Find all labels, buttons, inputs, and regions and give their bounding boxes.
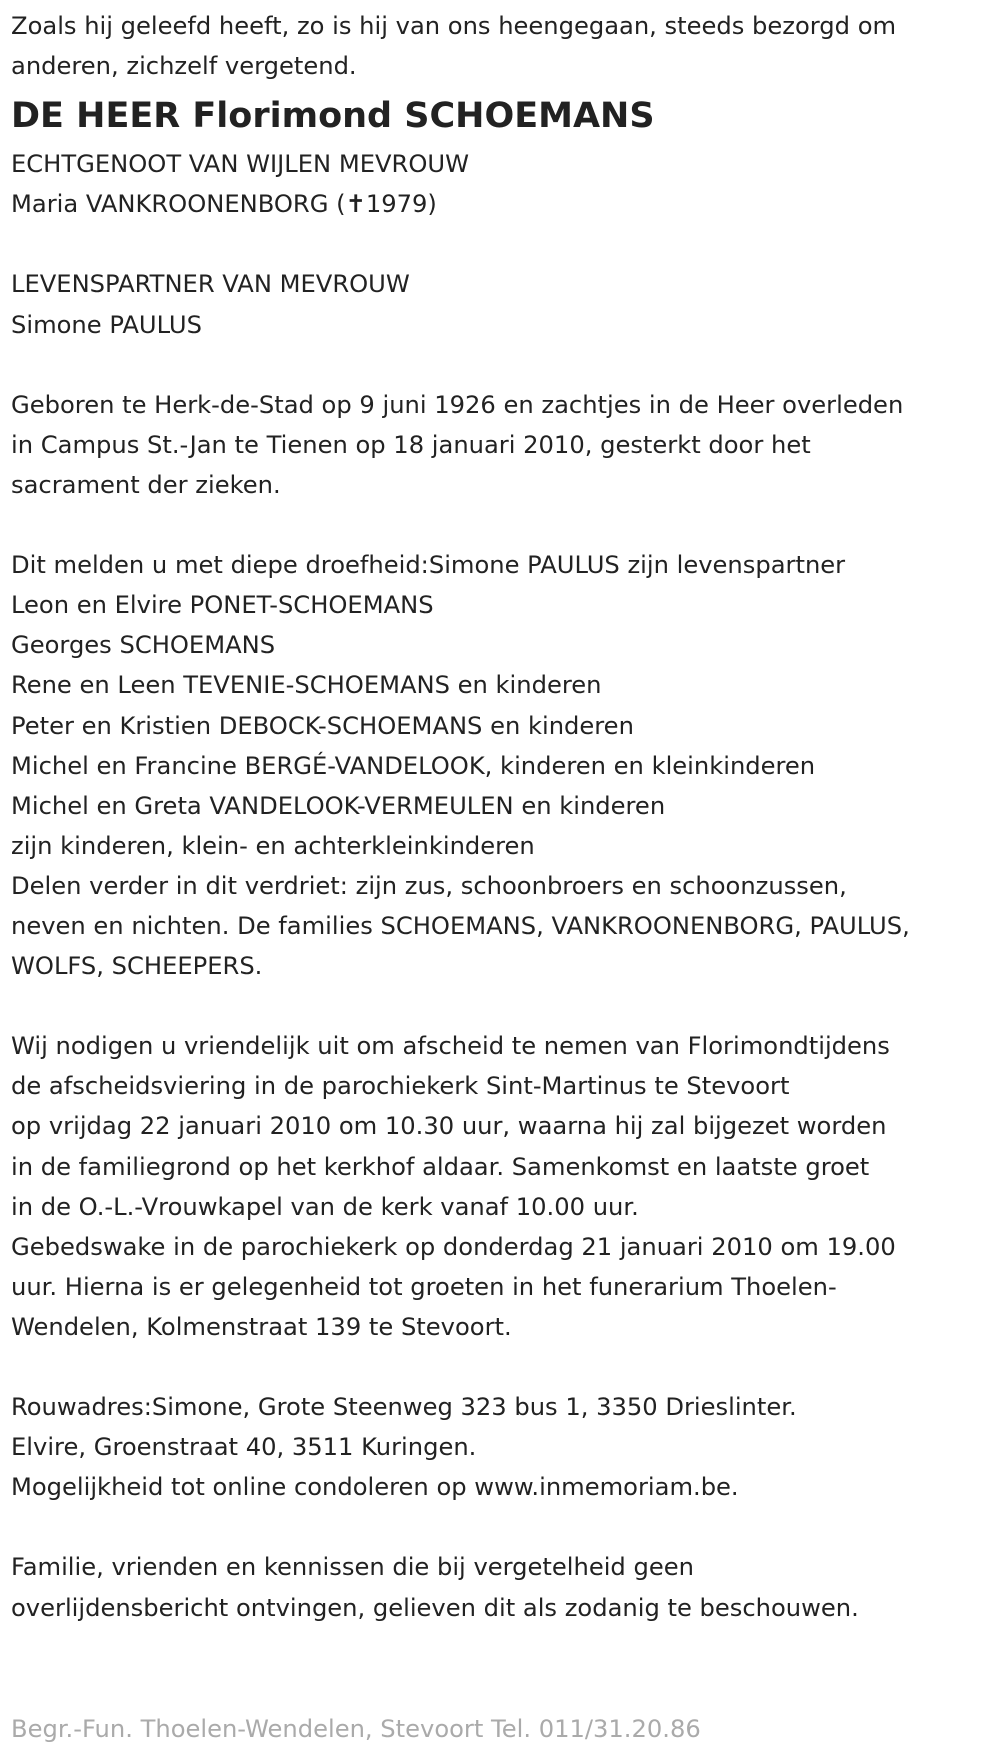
family-line: Georges SCHOEMANS bbox=[11, 631, 276, 660]
family-line: Rene en Leen TEVENIE-SCHOEMANS en kinderen bbox=[11, 671, 602, 700]
ceremony-line: in de O.-L.-Vrouwkapel van de kerk vanaf 10.00 uur. bbox=[11, 1192, 639, 1221]
family-line: Leon en Elvire PONET-SCHOEMANS bbox=[11, 591, 434, 620]
spouse-line: ECHTGENOOT VAN WIJLEN MEVROUW bbox=[11, 150, 470, 179]
family-line: neven en nichten. De families SCHOEMANS, VANKROONENBORG, PAULUS, bbox=[11, 911, 910, 940]
ceremony-line: Wendelen, Kolmenstraat 139 te Stevoort. bbox=[11, 1312, 512, 1341]
birth-death-line: sacrament der zieken. bbox=[11, 470, 281, 499]
family-line: Dit melden u met diepe droefheid:Simone PAULUS zijn levenspartner bbox=[11, 551, 846, 580]
ceremony-line: uur. Hierna is er gelegenheid tot groeten in het funerarium Thoelen- bbox=[11, 1272, 837, 1301]
address-line: Rouwadres:Simone, Grote Steenweg 323 bus 1, 3350 Drieslinter. bbox=[11, 1393, 797, 1422]
ceremony-line: de afscheidsviering in de parochiekerk Sint-Martinus te Stevoort bbox=[11, 1072, 790, 1101]
paragraph-gap bbox=[11, 986, 990, 1026]
paragraph-gap bbox=[11, 345, 990, 385]
family-line: Peter en Kristien DEBOCK-SCHOEMANS en kinderen bbox=[11, 711, 634, 740]
spouse-line: Maria VANKROONENBORG (✝1979) bbox=[11, 190, 437, 219]
ceremony-line: Gebedswake in de parochiekerk op donderdag 21 januari 2010 om 19.00 bbox=[11, 1232, 896, 1261]
partner-line: Simone PAULUS bbox=[11, 310, 202, 339]
intro-line: Zoals hij geleefd heeft, zo is hij van ons heengegaan, steeds bezorgd om bbox=[11, 12, 897, 40]
birth-death-line: in Campus St.-Jan te Tienen op 18 januari 2010, gesterkt door het bbox=[11, 430, 811, 459]
ceremony-line: in de familiegrond op het kerkhof aldaar. Samenkomst en laatste groet bbox=[11, 1152, 870, 1181]
family-line: Delen verder in dit verdriet: zijn zus, schoonbroers en schoonzussen, bbox=[11, 871, 847, 900]
address-line: Elvire, Groenstraat 40, 3511 Kuringen. bbox=[11, 1433, 477, 1462]
ceremony-line: op vrijdag 22 januari 2010 om 10.30 uur, waarna hij zal bijgezet worden bbox=[11, 1112, 887, 1141]
family-line: Michel en Greta VANDELOOK-VERMEULEN en kinderen bbox=[11, 791, 666, 820]
deceased-name: DE HEER Florimond SCHOEMANS bbox=[11, 96, 655, 137]
intro-line: anderen, zichzelf vergetend. bbox=[11, 52, 357, 81]
paragraph-gap bbox=[11, 505, 990, 545]
closing-line: overlijdensbericht ontvingen, gelieven dit als zodanig te beschouwen. bbox=[11, 1593, 859, 1622]
closing-line: Familie, vrienden en kennissen die bij vergetelheid geen bbox=[11, 1553, 694, 1582]
ceremony-line: Wij nodigen u vriendelijk uit om afscheid te nemen van Florimondtijdens bbox=[11, 1032, 890, 1061]
address-line: Mogelijkheid tot online condoleren op www.inmemoriam.be. bbox=[11, 1473, 739, 1502]
birth-death-line: Geboren te Herk-de-Stad op 9 juni 1926 en zachtjes in de Heer overleden bbox=[11, 390, 904, 419]
family-line: Michel en Francine BERGÉ-VANDELOOK, kinderen en kleinkinderen bbox=[11, 751, 816, 780]
partner-line: LEVENSPARTNER VAN MEVROUW bbox=[11, 270, 410, 299]
family-line: WOLFS, SCHEEPERS. bbox=[11, 952, 263, 981]
funeral-home-footer: Begr.-Fun. Thoelen-Wendelen, Stevoort Tel. 011/31.20.86 bbox=[11, 1715, 701, 1743]
paragraph-gap bbox=[11, 224, 990, 264]
paragraph-gap bbox=[11, 1507, 990, 1547]
family-line: zijn kinderen, klein- en achterkleinkinderen bbox=[11, 831, 535, 860]
paragraph-gap bbox=[11, 1347, 990, 1387]
